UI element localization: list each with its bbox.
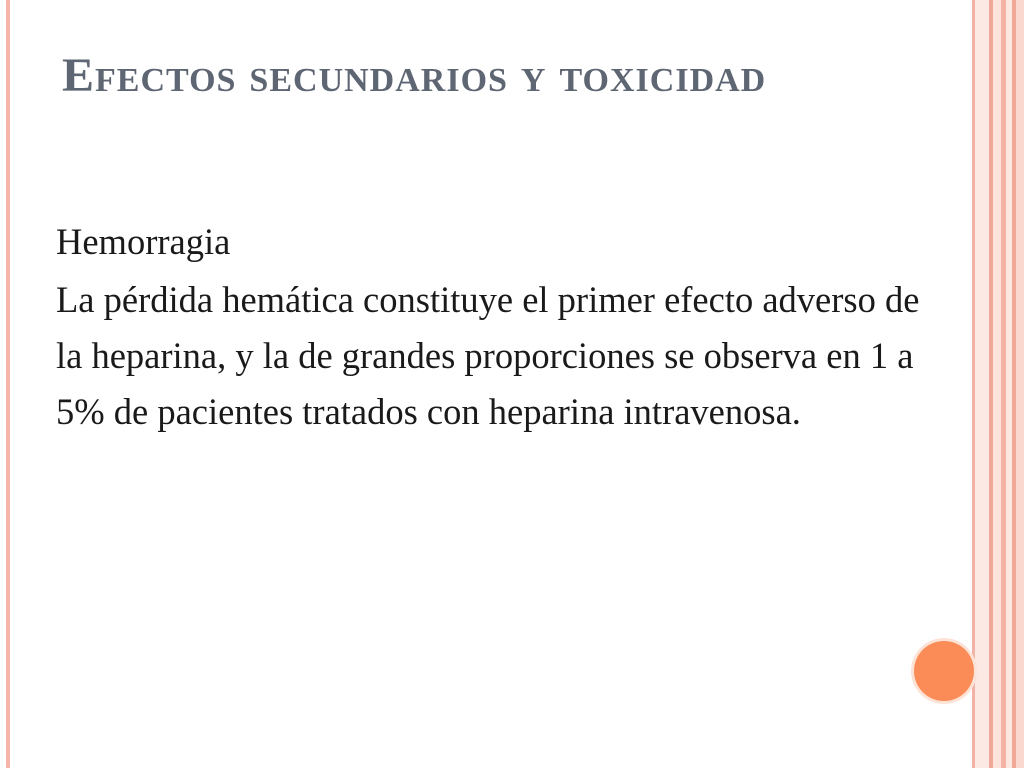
- stripe: [1016, 0, 1024, 768]
- body-paragraph: La pérdida hemática constituye el primer efecto adverso de la heparina, y la de grandes proporciones se observa en 1 a 5% de pacientes tratados con heparina intravenosa.: [56, 279, 920, 432]
- slide-content: [56, 214, 936, 440]
- right-stripes-decoration: [972, 0, 1024, 768]
- left-border-decoration: [6, 0, 10, 768]
- orange-circle-decoration: [914, 641, 974, 701]
- stripe: [993, 0, 1001, 768]
- stripe: [975, 0, 989, 768]
- slide-title: Efectos secundarios y toxicidad: [62, 49, 767, 102]
- subheading: Hemorragia: [56, 221, 231, 262]
